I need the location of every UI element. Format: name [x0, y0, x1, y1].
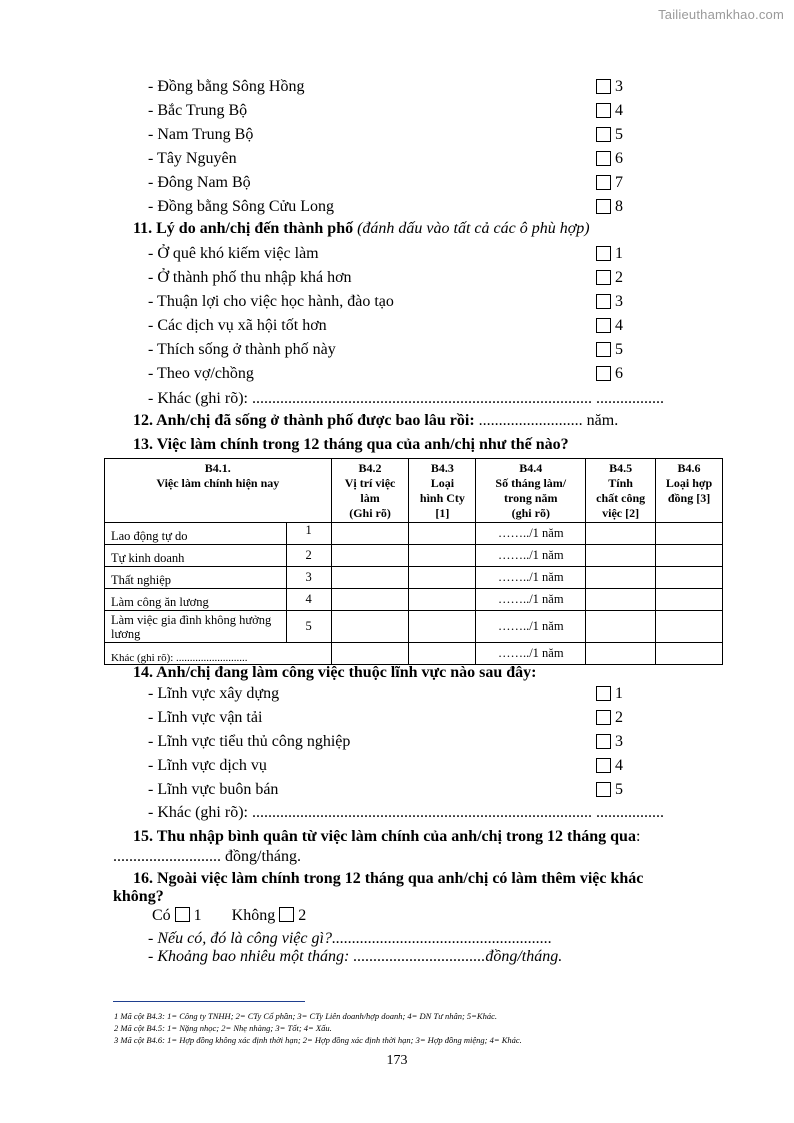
cell-work-nature[interactable] [586, 643, 656, 665]
question-12 [133, 410, 618, 432]
option-code: 7 [615, 174, 623, 191]
yes-label: Có [152, 907, 171, 924]
cell-work-nature[interactable] [586, 545, 656, 567]
q14-option [148, 778, 628, 802]
row-label: Tự kinh doanh [105, 545, 287, 567]
row-label[interactable]: Khác (ghi rõ): .......................... [105, 643, 332, 665]
question-colon: : [635, 828, 641, 845]
option-label: - Tây Nguyên [148, 150, 237, 167]
watermark: Tailieuthamkhao.com [658, 7, 784, 22]
option-label: - Thuận lợi cho việc học hành, đào tạo [148, 293, 394, 310]
cell-company-type[interactable] [409, 611, 476, 643]
header-b42 [331, 459, 409, 523]
checkbox[interactable] [596, 246, 611, 261]
checkbox[interactable] [596, 127, 611, 142]
checkbox[interactable] [596, 294, 611, 309]
option-code: 8 [615, 198, 623, 215]
header-line: đồng [3] [667, 491, 711, 505]
option-label: - Lĩnh vực xây dựng [148, 685, 280, 702]
cell-company-type[interactable] [409, 567, 476, 589]
option-label: - Thích sống ở thành phố này [148, 341, 336, 358]
footnote: 3 Mã cột B4.6: 1= Hợp đồng không xác định thời hạn; 2= Hợp đồng xác định thời hạn; 3= Hợp đồng miệng; 4= Khác. [114, 1035, 522, 1045]
region-option [148, 147, 628, 171]
option-code: 2 [615, 709, 623, 726]
region-option [148, 99, 628, 123]
cell-position[interactable] [331, 589, 409, 611]
footnote-divider [113, 1001, 305, 1002]
question-text: 13. Việc làm chính trong 12 tháng qua của anh/chị như thế nào? [133, 436, 569, 453]
checkbox[interactable] [596, 175, 611, 190]
q14-option [148, 730, 628, 754]
footnote: 2 Mã cột B4.5: 1= Nặng nhọc; 2= Nhẹ nhàng; 3= Tốt; 4= Xấu. [114, 1023, 332, 1033]
question-14-title [133, 662, 536, 684]
checkbox[interactable] [596, 366, 611, 381]
table-row [105, 611, 723, 643]
option-code: 1 [615, 245, 623, 262]
header-b46 [656, 459, 723, 523]
option-code: 4 [615, 317, 623, 334]
region-option [148, 123, 628, 147]
q11-option [148, 290, 628, 314]
question-16-title [133, 868, 643, 890]
header-line: Loại [430, 476, 455, 490]
header-line: (ghi rõ) [511, 506, 550, 520]
checkbox[interactable] [596, 758, 611, 773]
option-code: 4 [615, 102, 623, 119]
option-code: 3 [615, 293, 623, 310]
row-number: 5 [286, 611, 331, 643]
option-label: - Đồng bằng Sông Cửu Long [148, 198, 334, 215]
cell-contract-type[interactable] [656, 643, 723, 665]
option-code: 5 [615, 126, 623, 143]
cell-position[interactable] [331, 611, 409, 643]
cell-contract-type[interactable] [656, 611, 723, 643]
cell-months[interactable]: ……../1 năm [476, 643, 586, 665]
no-code: 2 [298, 907, 307, 924]
question-11-title [133, 218, 590, 240]
option-code: 5 [615, 341, 623, 358]
table-row [105, 567, 723, 589]
row-label: Làm công ăn lương [105, 589, 287, 611]
option-code: 2 [615, 269, 623, 286]
cell-company-type[interactable] [409, 589, 476, 611]
header-b43 [409, 459, 476, 523]
table-header-row [105, 459, 723, 523]
option-code: 4 [615, 757, 623, 774]
checkbox[interactable] [596, 199, 611, 214]
employment-table [104, 458, 723, 665]
checkbox[interactable] [596, 103, 611, 118]
cell-contract-type[interactable] [656, 567, 723, 589]
q11-other-field[interactable]: - Khác (ghi rõ): ..................................................................................... ................. [148, 390, 664, 407]
cell-position[interactable] [331, 523, 409, 545]
option-code: 3 [615, 78, 623, 95]
cell-contract-type[interactable] [656, 523, 723, 545]
header-line: (Ghi rõ) [349, 506, 391, 520]
question-13-title [133, 434, 569, 456]
option-code: 3 [615, 733, 623, 750]
row-number: 2 [286, 545, 331, 567]
header-b45 [586, 459, 656, 523]
table-row [105, 545, 723, 567]
footnote: 1 Mã cột B4.3: 1= Công ty TNHH; 2= CTy Cổ phần; 3= CTy Liên doanh/hợp doanh; 4= DN Tư nhân; 5=Khác. [114, 1011, 497, 1021]
cell-contract-type[interactable] [656, 545, 723, 567]
q14-option [148, 754, 628, 778]
row-label: Làm việc gia đình không hưởng lương [105, 611, 287, 643]
header-line: làm [360, 491, 380, 505]
option-label: - Bắc Trung Bộ [148, 102, 248, 119]
cell-work-nature[interactable] [586, 523, 656, 545]
row-label: Lao động tự do [105, 523, 287, 545]
q11-option [148, 338, 628, 362]
header-line: Loại hợp [665, 476, 713, 490]
q16-yes-no [152, 905, 306, 927]
checkbox[interactable] [596, 734, 611, 749]
q16-sub-question-1[interactable]: - Nếu có, đó là công việc gì?....................................................... [148, 930, 552, 947]
checkbox[interactable] [596, 318, 611, 333]
q11-option [148, 266, 628, 290]
q11-option [148, 242, 628, 266]
option-label: - Lĩnh vực buôn bán [148, 781, 279, 798]
no-label: Không [231, 907, 276, 924]
cell-position[interactable] [331, 545, 409, 567]
option-label: - Ở quê khó kiếm việc làm [148, 245, 319, 262]
header-line: trong năm [504, 491, 558, 505]
header-line: B4.5 [609, 461, 633, 475]
page-number: 173 [386, 1053, 408, 1068]
option-label: - Lĩnh vực dịch vụ [148, 757, 267, 774]
cell-months[interactable]: ……../1 năm [476, 589, 586, 611]
question-text: 14. Anh/chị đang làm công việc thuộc lĩnh vực nào sau đây: [133, 664, 537, 681]
q16-sub-question-2[interactable]: - Khoảng bao nhiêu một tháng: .................................đồng/tháng. [148, 948, 563, 965]
checkbox[interactable] [596, 782, 611, 797]
option-code: 6 [615, 150, 623, 167]
row-label: Thất nghiệp [105, 567, 287, 589]
cell-months[interactable]: ……../1 năm [476, 523, 586, 545]
header-line: B4.3 [430, 461, 454, 475]
option-label: - Các dịch vụ xã hội tốt hơn [148, 317, 327, 334]
option-label: - Đông Nam Bộ [148, 174, 251, 191]
cell-position[interactable] [331, 567, 409, 589]
option-label: - Ở thành phố thu nhập khá hơn [148, 269, 352, 286]
option-label: - Lĩnh vực tiểu thủ công nghiệp [148, 733, 351, 750]
question-note: (đánh dấu vào tất cả các ô phù hợp) [357, 220, 590, 237]
header-line: B4.2 [358, 461, 382, 475]
row-number: 3 [286, 567, 331, 589]
header-line: B4.6 [677, 461, 701, 475]
question-text: 16. Ngoài việc làm chính trong 12 tháng qua anh/chị có làm thêm việc khác [133, 870, 644, 887]
option-label: - Theo vợ/chồng [148, 365, 254, 382]
q14-option [148, 682, 628, 706]
yes-code: 1 [193, 907, 202, 924]
row-number: 4 [286, 589, 331, 611]
region-option [148, 171, 628, 195]
header-line: [1] [435, 506, 450, 520]
header-line: chất công [596, 491, 646, 505]
header-b41 [105, 459, 332, 523]
q15-answer-field[interactable]: ........................... đồng/tháng. [113, 848, 301, 865]
checkbox[interactable] [596, 151, 611, 166]
row-number: 1 [286, 523, 331, 545]
cell-months[interactable]: ……../1 năm [476, 567, 586, 589]
no-checkbox[interactable] [279, 907, 294, 922]
table-row [105, 589, 723, 611]
question-text: 15. Thu nhập bình quân từ việc làm chính của anh/chị trong 12 tháng qua [133, 828, 636, 845]
question-text: 12. Anh/chị đã sống ở thành phố được bao lâu rồi: [133, 412, 475, 429]
header-line: hình Cty [419, 491, 465, 505]
cell-work-nature[interactable] [586, 567, 656, 589]
cell-contract-type[interactable] [656, 589, 723, 611]
cell-company-type[interactable] [409, 523, 476, 545]
header-line: B4.4 [519, 461, 543, 475]
question-text: 11. Lý do anh/chị đến thành phố [133, 220, 354, 237]
option-code: 1 [615, 685, 623, 702]
question-text: không? [113, 888, 164, 905]
option-label: - Nam Trung Bộ [148, 126, 254, 143]
header-line: Vị trí việc [344, 476, 396, 490]
q11-option [148, 314, 628, 338]
cell-company-type[interactable] [409, 545, 476, 567]
cell-months[interactable]: ……../1 năm [476, 545, 586, 567]
checkbox[interactable] [596, 270, 611, 285]
option-code: 6 [615, 365, 623, 382]
cell-months[interactable]: ……../1 năm [476, 611, 586, 643]
header-line: Số tháng làm/ [495, 476, 567, 490]
header-line: Việc làm chính hiện nay [156, 476, 280, 490]
header-line: Tính [608, 476, 633, 490]
checkbox[interactable] [596, 79, 611, 94]
table-row [105, 523, 723, 545]
checkbox[interactable] [596, 710, 611, 725]
cell-work-nature[interactable] [586, 589, 656, 611]
option-label: - Đồng bằng Sông Hồng [148, 78, 305, 95]
checkbox[interactable] [596, 686, 611, 701]
header-line: B4.1. [204, 461, 231, 475]
q11-option [148, 362, 628, 386]
region-option [148, 195, 628, 219]
checkbox[interactable] [596, 342, 611, 357]
option-label: - Lĩnh vực vận tải [148, 709, 263, 726]
q14-option [148, 706, 628, 730]
answer-blank[interactable]: .......................... năm. [474, 412, 619, 429]
cell-work-nature[interactable] [586, 611, 656, 643]
question-15 [133, 826, 640, 848]
region-option [148, 75, 628, 99]
yes-checkbox[interactable] [175, 907, 190, 922]
header-b44 [476, 459, 586, 523]
option-code: 5 [615, 781, 623, 798]
header-line: việc [2] [602, 506, 640, 520]
q14-other-field[interactable]: - Khác (ghi rõ): ..................................................................................... ................. [148, 804, 664, 821]
